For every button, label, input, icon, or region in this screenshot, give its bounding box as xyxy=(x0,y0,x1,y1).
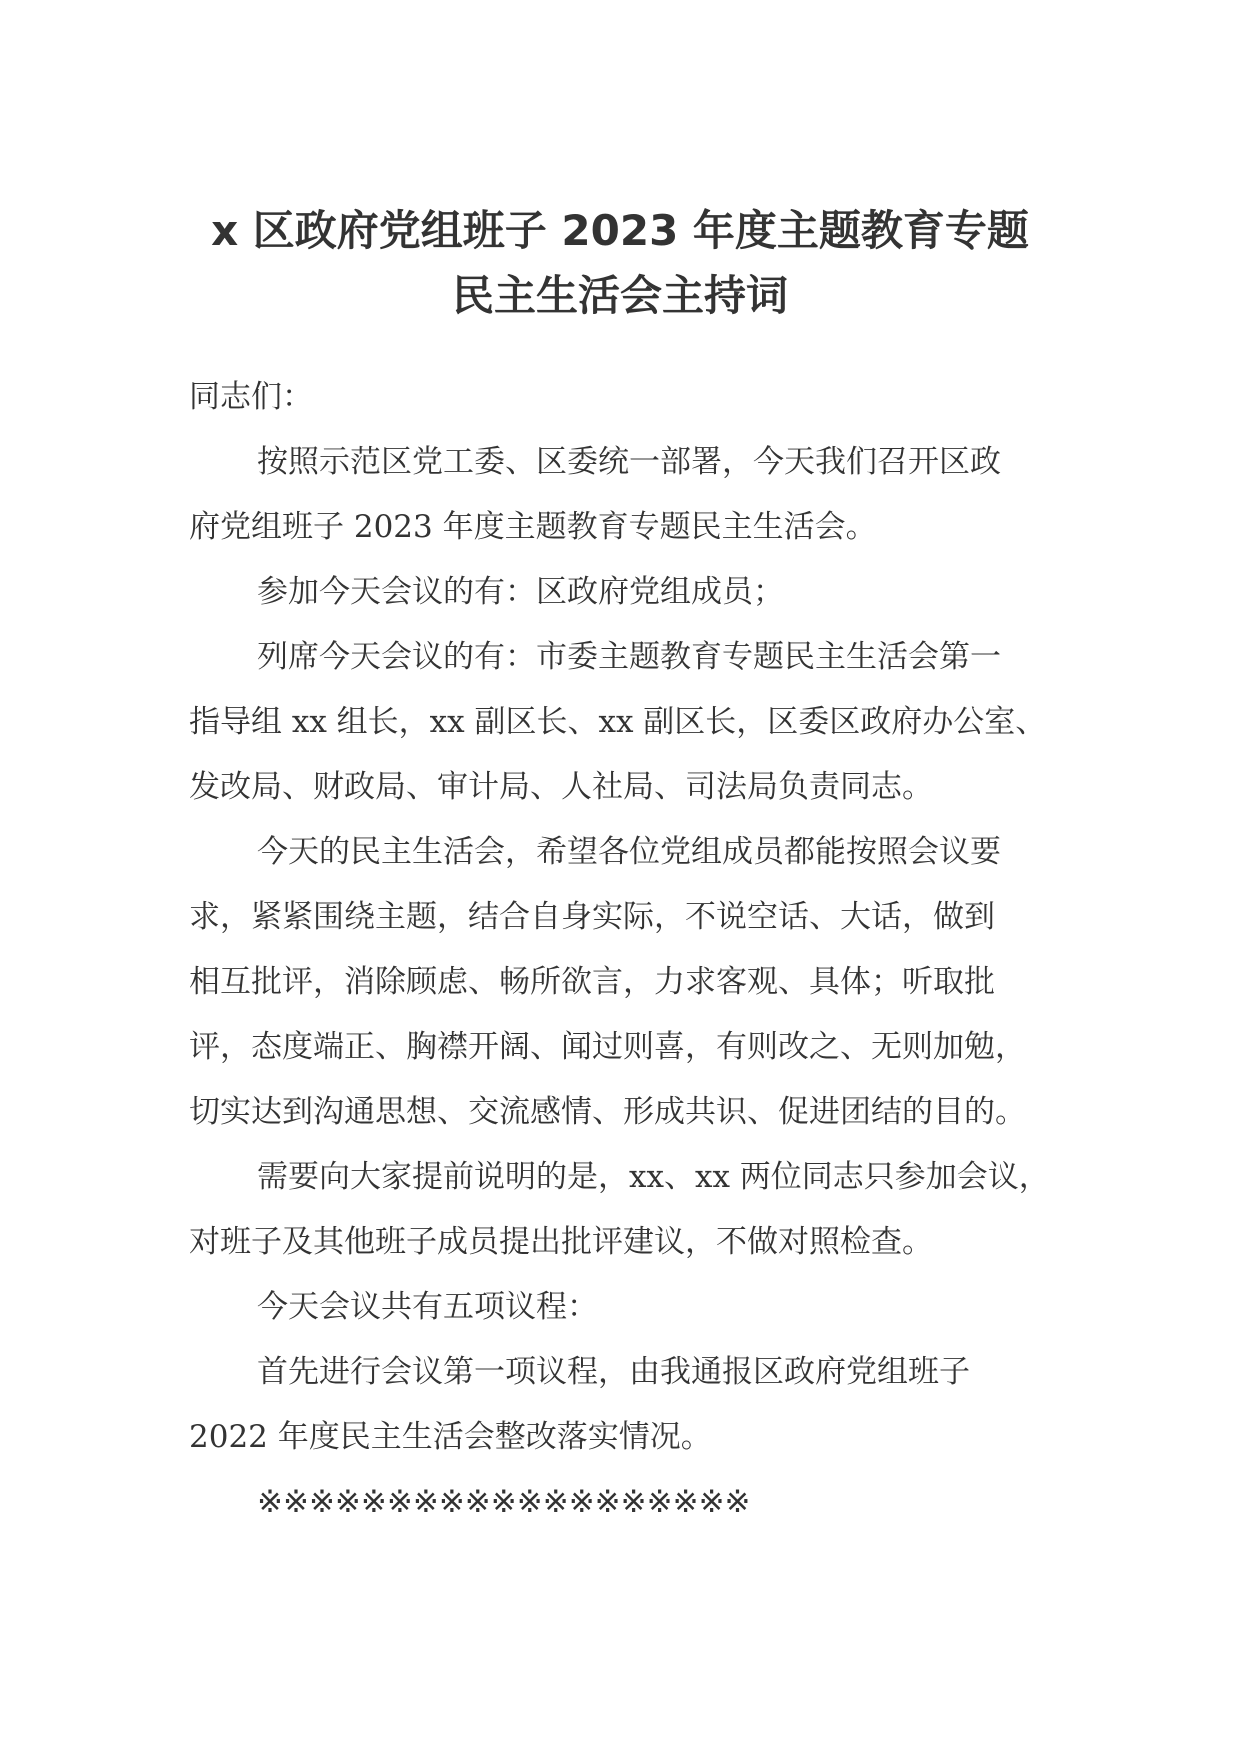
title-line-1: x 区政府党组班子 2023 年度主题教育专题 xyxy=(211,206,1029,255)
document-title xyxy=(190,198,1050,328)
paragraph-3-line-1: 列席今天会议的有：市委主题教育专题民主生活会第一 xyxy=(257,639,1001,675)
paragraph-5-line-2: 对班子及其他班子成员提出批评建议，不做对照检查。 xyxy=(189,1224,933,1260)
paragraph-7-line-1: 首先进行会议第一项议程，由我通报区政府党组班子 xyxy=(257,1354,970,1390)
paragraph-7-line-2: 2022 年度民主生活会整改落实情况。 xyxy=(189,1419,712,1455)
separator-marks: ※※※※※※※※※※※※※※※※※※※ xyxy=(257,1484,751,1520)
paragraph-6-line-1: 今天会议共有五项议程： xyxy=(257,1289,598,1325)
paragraph-1-line-2: 府党组班子 2023 年度主题教育专题民主生活会。 xyxy=(189,509,877,545)
paragraph-4-line-2: 求，紧紧围绕主题，结合自身实际，不说空话、大话，做到 xyxy=(189,899,995,935)
paragraph-4-line-1: 今天的民主生活会，希望各位党组成员都能按照会议要 xyxy=(257,834,1001,870)
paragraph-5-line-1: 需要向大家提前说明的是，xx、xx 两位同志只参加会议， xyxy=(257,1159,1050,1195)
paragraph-4-line-4: 评，态度端正、胸襟开阔、闻过则喜，有则改之、无则加勉， xyxy=(189,1029,1026,1065)
paragraph-1-line-1: 按照示范区党工委、区委统一部署，今天我们召开区政 xyxy=(257,444,1001,480)
paragraph-3-line-2: 指导组 xx 组长，xx 副区长、xx 副区长，区委区政府办公室、 xyxy=(189,704,1047,740)
greeting: 同志们： xyxy=(189,379,313,415)
document-body xyxy=(189,365,1067,1535)
paragraph-3-line-3: 发改局、财政局、审计局、人社局、司法局负责同志。 xyxy=(189,769,933,805)
title-line-2: 民主生活会主持词 xyxy=(451,271,788,320)
paragraph-4-line-3: 相互批评，消除顾虑、畅所欲言，力求客观、具体；听取批 xyxy=(189,964,995,1000)
paragraph-4-line-5: 切实达到沟通思想、交流感情、形成共识、促进团结的目的。 xyxy=(189,1094,1026,1130)
paragraph-2-line-1: 参加今天会议的有：区政府党组成员； xyxy=(257,574,784,610)
